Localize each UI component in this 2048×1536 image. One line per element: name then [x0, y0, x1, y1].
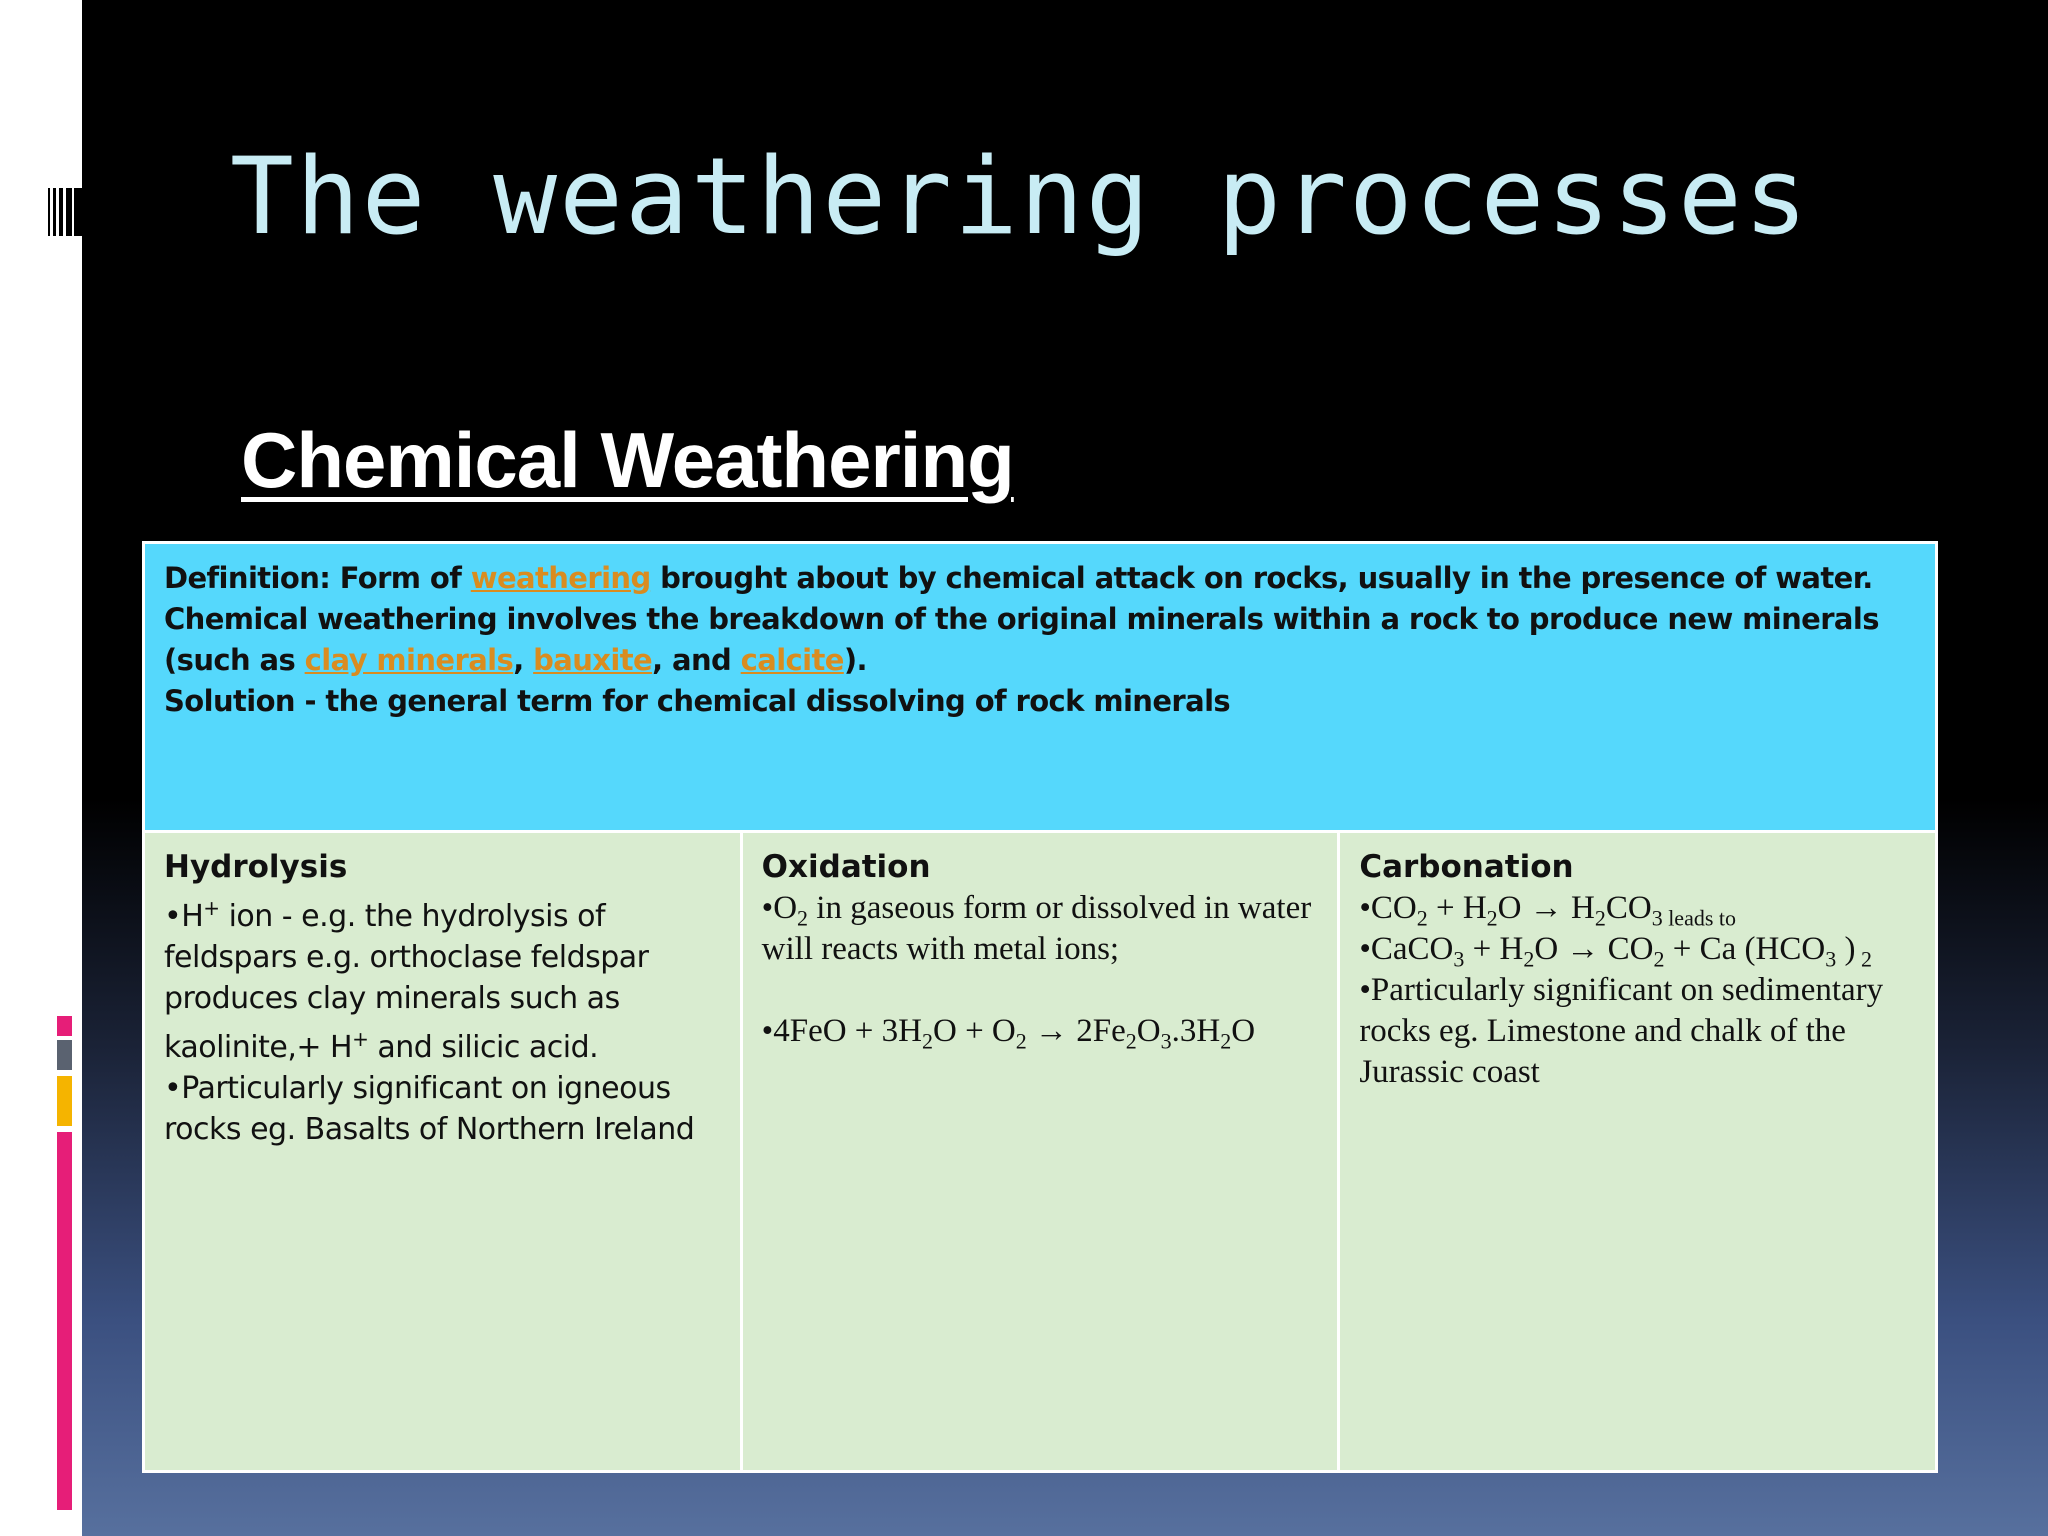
calcite-link[interactable]: calcite [740, 643, 844, 677]
carbonation-heading: Carbonation [1359, 849, 1574, 885]
decorative-lines-icon [48, 188, 82, 236]
weathering-table [142, 541, 1938, 1473]
carbonation-equation-1: $•CO_2 + H_2O \to H_2CO_3$ $_{leads to}$ [1359, 890, 1737, 931]
carbonation-cell [1339, 832, 1937, 1472]
hydrolysis-cell [144, 832, 742, 1472]
definition-text: Definition: Form of weathering brought about by chemical attack on rocks, usually in the presence of water. Chemical weathering involves the breakdown of the original minerals within a rock to produce new minerals (such as clay minerals, bauxite, and calcite). [164, 561, 1879, 677]
left-margin [0, 0, 82, 1536]
hydrolysis-bullet-2: •Particularly significant on igneous rocks eg. Basalts of Northern Ireland [164, 1071, 695, 1147]
carbonation-equation-2: •CaCO$_3$ + $H_2O \to CO_2 + Ca$ ($HCO_3$ ) $_2$ [1359, 931, 1872, 972]
hydrolysis-bullet-1: •H+ ion - e.g. the hydrolysis of feldspars e.g. orthoclase feldspar produces clay minerals such as kaolinite,+ H+ and silicic acid. [164, 896, 649, 1065]
oxidation-bullet-1: $•O_2$ in gaseous form or dissolved in water will reacts with metal ions; [761, 890, 1312, 967]
process-row [144, 832, 1937, 1472]
bauxite-link[interactable]: bauxite [533, 643, 653, 677]
carbonation-bullet-3: •Particularly significant on sedimentary rocks eg. Limestone and chalk of the Jurassic coast [1359, 972, 1884, 1090]
oxidation-cell [741, 832, 1339, 1472]
definition-row [144, 543, 1937, 832]
weathering-link[interactable]: weathering [470, 561, 651, 595]
clay-minerals-link[interactable]: clay minerals [304, 643, 514, 677]
slide-title: The weathering processes [230, 135, 1810, 258]
accent-bar-pink-long [57, 1132, 72, 1510]
accent-bar-grey [57, 1040, 72, 1070]
accent-bar-orange [57, 1076, 72, 1126]
hydrolysis-heading: Hydrolysis [164, 849, 348, 885]
definition-cell [144, 543, 1937, 832]
oxidation-heading: Oxidation [761, 849, 931, 885]
slide-subtitle: Chemical Weathering [241, 416, 1014, 504]
solution-text: Solution - the general term for chemical dissolving of rock minerals [164, 684, 1231, 718]
oxidation-equation: •4FeO + $3H_2O + O_2 \to 2Fe_2O_3.3H_2O$ [761, 1013, 1256, 1054]
accent-bar-pink-small [57, 1016, 72, 1036]
